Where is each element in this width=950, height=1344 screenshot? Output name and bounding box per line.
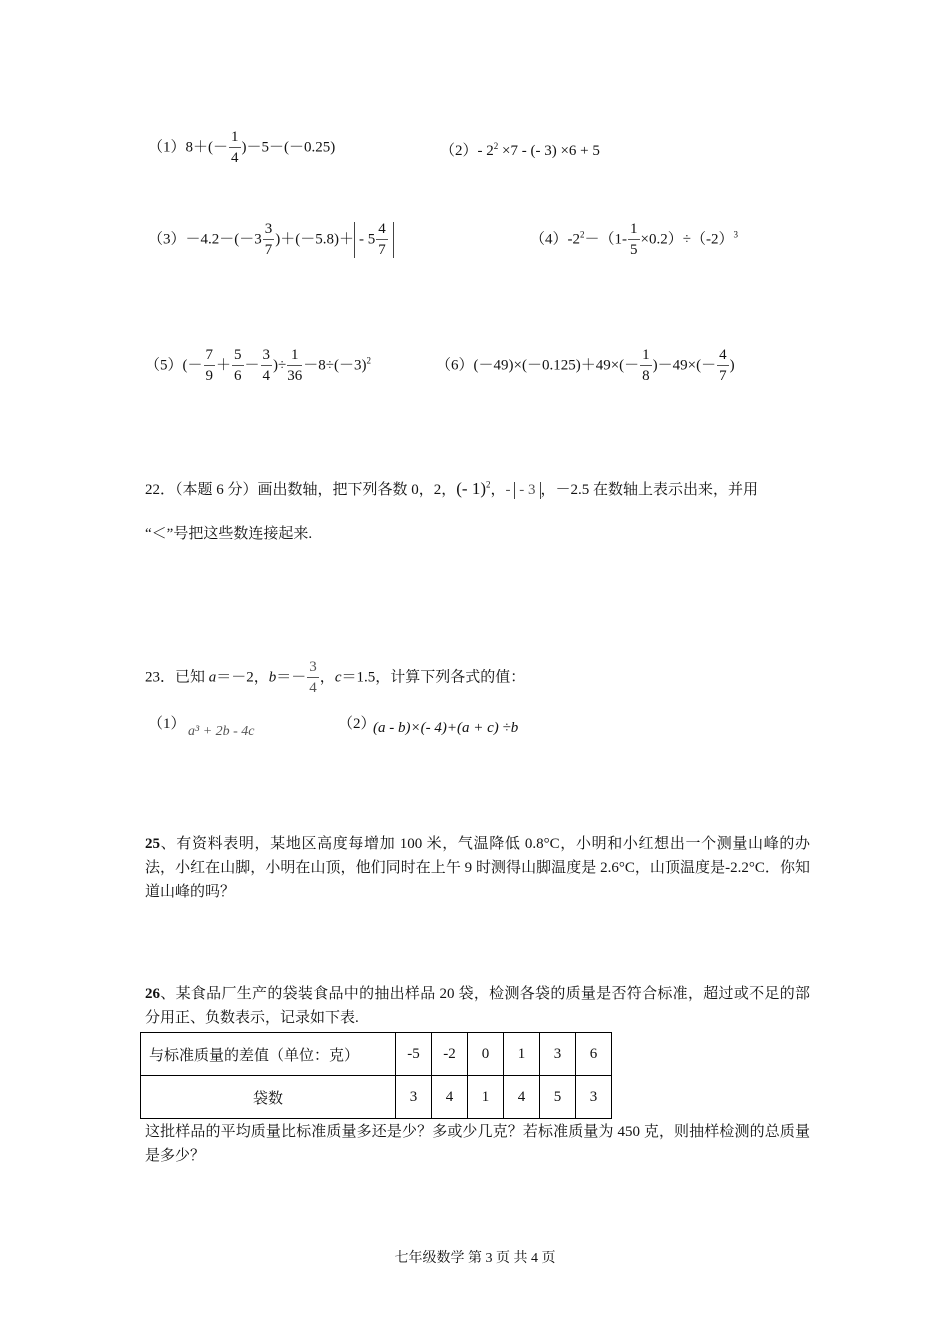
q23-part1-expr: a³ + 2b - 4c — [188, 724, 255, 739]
fraction: $\frac{1}{5}$ — [630, 221, 638, 258]
fraction: $\frac{7}{9}$ — [205, 347, 214, 384]
table-cell: 4 — [504, 1076, 540, 1119]
fraction: $\frac{1}{8}$ — [642, 347, 650, 384]
table-cell: 5 — [540, 1076, 576, 1119]
q26-paragraph: 26、某食品厂生产的袋装食品中的抽出样品 20 袋，检测各袋的质量是否符合标准，超过或不足的部分用正、负数表示，记录如下表. — [145, 986, 810, 1026]
q21-part2: （2）- $2^2 \times 7$ - (- 3) ×6 + 5 — [440, 141, 600, 159]
page-footer: 七年级数学 第 3 页 共 4 页 — [394, 1251, 556, 1266]
q22-expr2: - - 3 — [506, 482, 541, 498]
table-cell: 3 — [576, 1076, 612, 1119]
table-cell: 1 — [504, 1033, 540, 1076]
q22-expr1: (- 1)$^2$ — [456, 479, 491, 498]
fraction: $\frac{3}{4}$ — [309, 659, 317, 696]
q21-part3: （3）－4.2－(－3 $\frac{3}{7}$ )＋(－5.8)＋ - 5 $\frac{4}{7}$ — [148, 222, 394, 258]
table-cell: 6 — [576, 1033, 612, 1076]
table-cell: 3 — [396, 1076, 432, 1119]
q26-question: 这批样品的平均质量比标准质量多还是少？多或少几克？若标准质量为 450 克，则抽样检测的总质量是多少？ — [145, 1124, 810, 1164]
table-cell: -5 — [396, 1033, 432, 1076]
absolute-value: - 5 $\frac{4}{7}$ — [354, 222, 394, 258]
table-header-cell: 与标准质量的差值（单位：克） — [141, 1033, 396, 1076]
fraction: $\frac{5}{6}$ — [234, 347, 242, 384]
fraction: $\frac{1}{36}$ — [287, 347, 303, 384]
fraction: $\frac{3}{7}$ — [264, 221, 273, 258]
q21-part6: （6）(－49)×(－0.125)＋49×(－ $\frac{1}{8}$ )－49×(－ $\frac{4}{7}$ ) — [436, 347, 735, 384]
q21-part5: （5）(－ $\frac{7}{9}$ ＋ $\frac{5}{6}$ － $\frac{3}{4}$ )÷ $\frac{1}{36}$ $-8\div(-3)^2$ — [145, 347, 372, 384]
q21-part4: $(4)-2^2-(1-$ $\frac{1}{5}$ $\times 0.2)\div(-2)^3$ — [530, 221, 738, 258]
fraction: $\frac{3}{4}$ — [262, 347, 271, 384]
q21-part1: （1）8＋(－ $\frac{1}{4}$ )－5－(－0.25) — [148, 129, 336, 166]
fraction: $\frac{4}{7}$ — [719, 347, 727, 384]
q23-part2-expr: (a - b)×(- 4)+(a + c) ÷b — [373, 720, 519, 736]
q23-part1-label: （1） — [148, 716, 186, 732]
q26-table — [140, 1032, 612, 1119]
q22-line1: 22．（本题 6 分）画出数轴，把下列各数 0，2，(- 1)$^2$，- - 3 ，－2.5 在数轴上表示出来，并用 — [145, 479, 759, 498]
q25-paragraph: 25、有资料表明，某地区高度每增加 100 米，气温降低 0.8°C，小明和小红想出一个测量山峰的办法，小红在山脚，小明在山顶，他们同时在上午 9 时测得山脚温度是 2.6°C，山顶温度是-2.2°C．你知道山峰的吗？ — [145, 836, 810, 900]
table-cell: 4 — [432, 1076, 468, 1119]
table-cell: 1 — [468, 1076, 504, 1119]
table-header-cell: 袋数 — [141, 1076, 396, 1119]
fraction: $\frac{1}{4}$ — [231, 129, 239, 166]
table-row — [141, 1076, 612, 1119]
table-row — [141, 1033, 612, 1076]
q22-line2: “＜”号把这些数连接起来. — [145, 526, 313, 542]
table-cell: -2 — [432, 1033, 468, 1076]
table-cell: 3 — [540, 1033, 576, 1076]
table-cell: 0 — [468, 1033, 504, 1076]
q23-intro: 23．已知 a＝－2，b＝－ $\frac{3}{4}$ ，c＝1.5，计算下列各式的值： — [145, 659, 526, 696]
q23-part2-label: （2） — [338, 716, 376, 732]
